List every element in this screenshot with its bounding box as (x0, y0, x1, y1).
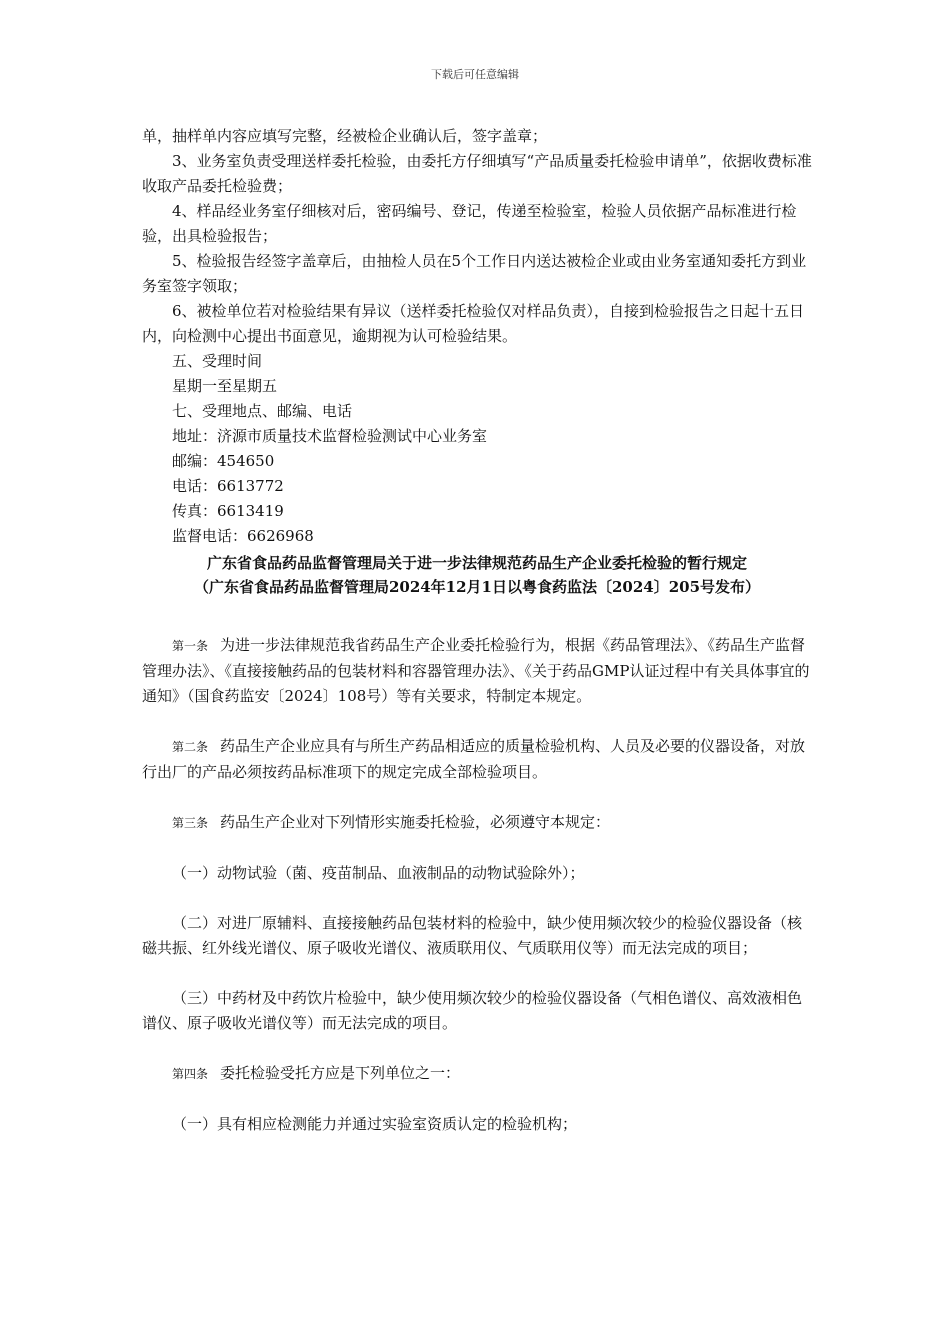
article-3-item-2: （二）对进厂原辅料、直接接触药品包装材料的检验中，缺少使用频次较少的检验仪器设备（核磁共振、红外线光谱仪、原子吸收光谱仪、液质联用仪、气质联用仪等）而无法完成的项目； (142, 914, 803, 957)
document-subtitle: （广东省食品药品监督管理局2024年12月1日以粤食药监法〔2024〕205号发布） (193, 578, 761, 596)
article-3-text: 药品生产企业对下列情形实施委托检验，必须遵守本规定： (220, 813, 611, 831)
supervision-phone-line: 监督电话：6626968 (172, 527, 314, 545)
document-body (142, 124, 812, 1137)
postcode-line: 邮编：454650 (172, 452, 275, 470)
article-1 (142, 633, 812, 709)
document-title: 广东省食品药品监督管理局关于进一步法律规范药品生产企业委托检验的暂行规定 (206, 554, 747, 572)
paragraph-item-4: 4、样品经业务室仔细核对后，密码编号、登记，传递至检验室，检验人员依据产品标准进行检验，出具检验报告； (142, 202, 797, 245)
paragraph-item-6: 6、被检单位若对检验结果有异议（送样委托检验仅对样品负责），自接到检验报告之日起十五日内，向检测中心提出书面意见，逾期视为认可检验结果。 (142, 302, 805, 345)
section-heading-location: 七、受理地点、邮编、电话 (172, 402, 353, 420)
paragraph-item-3: 3、业务室负责受理送样委托检验，由委托方仔细填写“产品质量委托检验申请单”，依据收费标准收取产品委托检验费； (142, 152, 812, 195)
article-2-text: 药品生产企业应具有与所生产药品相适应的质量检验机构、人员及必要的仪器设备，对放行出厂的产品必须按药品标准项下的规定完成全部检验项目。 (142, 737, 806, 781)
phone-line: 电话：6613772 (172, 477, 284, 495)
fax-line: 传真：6613419 (172, 502, 284, 520)
article-2 (142, 734, 812, 785)
section-heading-time: 五、受理时间 (172, 352, 263, 370)
article-2-label: 第二条 (172, 740, 209, 754)
article-1-label: 第一条 (172, 639, 209, 653)
article-1-text: 为进一步法律规范我省药品生产企业委托检验行为，根据《药品管理法》、《药品生产监督管理办法》、《直接接触药品的包装材料和容器管理办法》、《关于药品GMP认证过程中有关具体事宜的通知》（国食药监安〔2024〕108号）等有关要求，特制定本规定。 (142, 636, 810, 705)
article-3-item-3: （三）中药材及中药饮片检验中，缺少使用频次较少的检验仪器设备（气相色谱仪、高效液相色谱仪、原子吸收光谱仪等）而无法完成的项目。 (142, 989, 803, 1032)
address-line: 地址：济源市质量技术监督检验测试中心业务室 (172, 427, 488, 445)
paragraph-item-5: 5、检验报告经签字盖章后，由抽检人员在5个工作日内送达被检企业或由业务室通知委托方到业务室签字领取； (142, 252, 807, 295)
article-4-text: 委托检验受托方应是下列单位之一： (220, 1064, 461, 1082)
article-4 (142, 1061, 812, 1087)
paragraph-continuation: 单，抽样单内容应填写完整，经被检企业确认后，签字盖章； (142, 127, 548, 145)
article-3-item-1: （一）动物试验（菌、疫苗制品、血液制品的动物试验除外）； (172, 864, 585, 882)
time-value: 星期一至星期五 (172, 377, 278, 395)
article-3-label: 第三条 (172, 816, 209, 830)
article-4-item-1: （一）具有相应检测能力并通过实验室资质认定的检验机构； (172, 1115, 578, 1133)
page-header-note: 下载后可任意编辑 (431, 68, 519, 81)
article-3 (142, 810, 812, 836)
article-4-label: 第四条 (172, 1067, 209, 1081)
